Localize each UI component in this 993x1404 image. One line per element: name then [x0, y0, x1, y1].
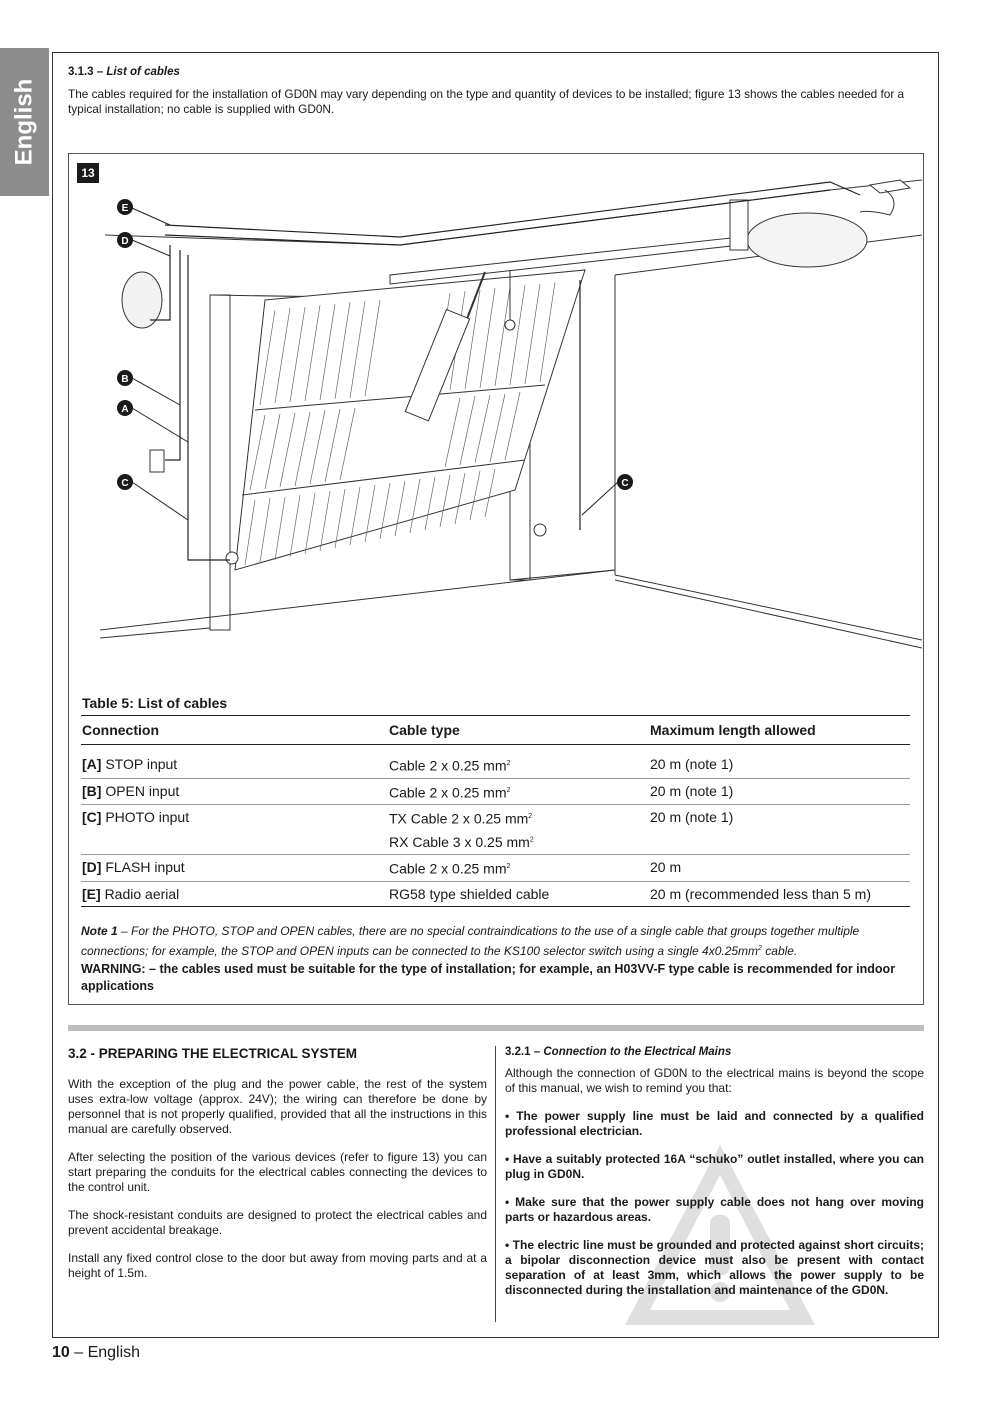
language-side-tab — [0, 48, 49, 196]
bullet-item: • Make sure that the power supply cable does not hang over moving parts or hazardous areas. — [505, 1195, 924, 1224]
section-32-body — [68, 1077, 487, 1294]
section-divider-bar — [68, 1025, 924, 1031]
header-cable-type: Cable type — [388, 716, 649, 745]
cables-table — [81, 715, 910, 907]
bullet-item: • Have a suitably protected 16A “schuko” outlet installed, where you can plug in GD0N. — [505, 1152, 924, 1181]
section-313-title: List of cables — [106, 66, 180, 78]
callout-D: D — [121, 236, 129, 247]
header-max-length: Maximum length allowed — [649, 716, 910, 745]
paragraph: The shock-resistant conduits are designed to protect the electrical cables and prevent accidental breakage. — [68, 1208, 487, 1237]
section-321-body — [505, 1066, 924, 1311]
section-321-heading: 3.2.1 – Connection to the Electrical Mains — [505, 1046, 732, 1058]
section-313-intro: The cables required for the installation of GD0N may vary depending on the type and quantity of devices to be installed; figure 13 shows the cables needed for a typical installation; no cable is supplied with GD0N. — [68, 87, 905, 116]
paragraph: After selecting the position of the various devices (refer to figure 13) you can start preparing the conduits for the electrical cables connecting the devices to the control unit. — [68, 1150, 487, 1194]
cable-type-cell: TX Cable 2 x 0.25 $mm^2$ RX Cable 3 x 0.25 $mm^2$ — [388, 805, 649, 855]
max-length-cell: 20 m — [649, 854, 910, 881]
table-row — [81, 778, 910, 805]
cable-type-cell: Cable 2 x 0.25 $mm^2$ — [388, 745, 649, 779]
paragraph: With the exception of the plug and the power cable, the rest of the system uses extra-low voltage (approx. 24V); the wiring can therefore be done by personnel that is not properly qualified, provided that all the instructions in this manual are carefully observed. — [68, 1077, 487, 1136]
connection-cell: [C] PHOTO input — [81, 805, 388, 855]
figure-number: 13 — [77, 163, 99, 183]
bullet-item: • The power supply line must be laid and connected by a qualified professional electrician. — [505, 1109, 924, 1138]
paragraph: Install any fixed control close to the door but away from moving parts and at a height of 1.5m. — [68, 1251, 487, 1280]
section-313-heading — [68, 66, 180, 78]
table-row — [81, 805, 910, 855]
section-32-title: 3.2 - PREPARING THE ELECTRICAL SYSTEM — [68, 1046, 358, 1061]
max-length-cell: 20 m (recommended less than 5 m) — [649, 881, 910, 906]
callout-C-left: C — [121, 478, 129, 489]
warning-text: WARNING: – the cables used must be suitable for the type of installation; for example, an H03VV-F type cable is recommended for indoor applications — [81, 962, 896, 993]
cable-type-cell: Cable 2 x 0.25 $mm^2$ — [388, 854, 649, 881]
callout-A: A — [121, 404, 129, 415]
callout-C-right: C — [621, 478, 629, 489]
connection-cell: [D] FLASH input — [81, 854, 388, 881]
garage-installation-illustration — [70, 160, 922, 680]
section-321-title: Connection to the Electrical Mains — [543, 1046, 732, 1058]
note-1-label: Note 1 — [81, 924, 118, 938]
paragraph: Although the connection of GD0N to the electrical mains is beyond the scope of this manual, we wish to remind you that: — [505, 1066, 924, 1095]
header-connection: Connection — [81, 716, 388, 745]
max-length-cell: 20 m (note 1) — [649, 778, 910, 805]
cable-type-cell: RG58 type shielded cable — [388, 881, 649, 906]
table-title: Table 5: List of cables — [82, 695, 228, 711]
bullet-item: • The electric line must be grounded and protected against short circuits; a bipolar disconnection device must also be present with contact separation of at least 3mm, which allows the power supply to be disconnected during the installation and maintenance of the GD0N. — [505, 1238, 924, 1297]
callout-B: B — [121, 374, 129, 385]
language-side-tab-label: English — [10, 78, 38, 166]
column-divider — [495, 1046, 496, 1322]
table-header-row — [81, 716, 910, 745]
note-1: Note 1 – For the PHOTO, STOP and OPEN cables, there are no special contraindications to the use of a single cable that groups together multiple connections; for example, the STOP and OPEN inputs can be connected to the KS100 selector switch using a single $4x0.25mm^2$ cable. — [81, 924, 860, 958]
connection-cell: [E] Radio aerial — [81, 881, 388, 906]
section-313-number: 3.1.3 – — [68, 66, 104, 78]
table-row — [81, 854, 910, 881]
cable-type-cell: Cable 2 x 0.25 $mm^2$ — [388, 778, 649, 805]
page-number: 10 — [52, 1344, 70, 1361]
table-row — [81, 881, 910, 906]
max-length-cell: 20 m (note 1) — [649, 805, 910, 855]
page-footer: 10 – English — [52, 1344, 141, 1361]
connection-cell: [B] OPEN input — [81, 778, 388, 805]
connection-cell: [A] STOP input — [81, 745, 388, 779]
callout-E: E — [121, 203, 129, 214]
max-length-cell: 20 m (note 1) — [649, 745, 910, 779]
table-row — [81, 745, 910, 779]
